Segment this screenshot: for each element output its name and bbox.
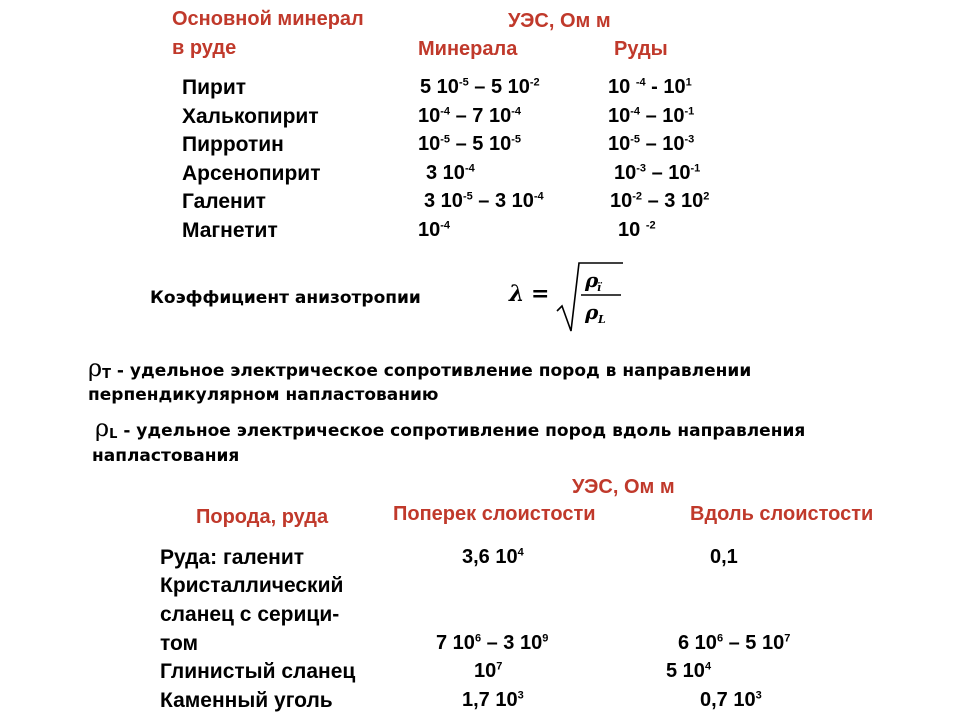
definition-rho-l [95,414,805,442]
table1-header-ore: Руды [614,38,668,60]
exponent: 3 [517,689,524,702]
table1-mineral-resistivity [426,162,475,185]
exponent: -4 [533,190,544,203]
formula-den-rho: ρ [585,300,599,324]
table2-rock-name: том [160,632,199,655]
table2-resistivity-along [710,546,738,569]
table1-header-mineral: Минерала [418,38,518,60]
table2-rock-name: Глинистый сланец [160,660,356,683]
formula-equals: = [531,281,550,307]
value-text: - 10 [645,76,686,98]
exponent: -5 [462,190,473,203]
table1-mineral-name: Пирротин [182,133,284,157]
table1-mineral-resistivity [418,219,450,242]
definition-rho-t [88,354,751,382]
anisotropy-formula [505,255,625,335]
formula-lambda: λ [509,281,525,307]
definition-rho-l-line2: напластования [92,446,240,466]
table1-mineral-name: Халькопирит [182,104,319,128]
table2-rock-name: Руда: галенит [160,546,305,569]
exponent: -3 [684,133,695,146]
table1-ore-resistivity [614,162,700,185]
exponent: -4 [630,104,641,117]
exponent: -4 [511,104,521,117]
table2-resistivity-along [678,632,790,655]
value-text: – 10 [640,104,685,127]
value-text: – 5 10 [723,632,785,654]
table2-header-rock: Порода, руда [196,506,329,528]
table1-ore-resistivity [608,133,694,156]
exponent: -5 [458,76,469,89]
value-text: 6 10 [678,632,717,654]
value-text: 10 [474,660,497,682]
table2-rock-name: Кристаллический [160,574,344,597]
rho-symbol: ρ [95,414,110,442]
value-text: – 10 [646,161,691,184]
rho-symbol: ρ [88,354,103,382]
value-text: – 3 10 [472,190,534,213]
value-text: 10 [608,104,631,127]
exponent: 7 [496,660,503,673]
table1-header-group: УЭС, Ом м [508,10,611,32]
exponent: 6 [474,632,482,645]
value-text: – 10 [640,133,685,156]
value-text: 1,7 10 [462,689,518,711]
exponent: -1 [684,104,695,117]
exponent: 6 [716,632,724,645]
anisotropy-label: Коэффициент анизотропии [150,288,421,308]
value-text: 10 [418,133,441,156]
table1-mineral-name: Галенит [182,190,266,214]
table1-mineral-resistivity [420,76,540,99]
value-text: 10 [608,76,636,98]
table1-mineral-name: Арсенопирит [182,161,321,185]
table2-header-across: Поперек слоистости [393,503,596,525]
table1-mineral-resistivity [424,190,544,213]
value-text: – 5 10 [468,76,530,98]
table2-rock-name: Каменный уголь [160,689,333,712]
table2-header-along: Вдоль слоистости [690,503,874,525]
exponent: -3 [636,162,647,175]
table1-ore-resistivity [608,76,692,99]
value-text: 7 10 [436,632,475,654]
value-text: 10 [608,133,631,156]
table2-resistivity-along [666,660,711,683]
value-text: 3 10 [424,190,463,213]
exponent: 4 [517,546,524,559]
value-text: – 3 10 [642,190,704,213]
table1-ore-resistivity [608,105,694,128]
value-text: 5 10 [420,76,459,98]
exponent: 4 [704,660,712,673]
value-text: 5 10 [666,660,705,682]
exponent: -2 [529,76,540,89]
table1-mineral-resistivity [418,133,521,156]
exponent: -4 [635,76,646,89]
exponent: -4 [440,219,451,232]
table1-header-col1-line2: в руде [172,37,237,59]
table1-ore-resistivity [610,190,709,213]
value-text: 10 [614,161,637,184]
exponent: -5 [630,133,641,146]
value-text: 10 [610,190,633,213]
table2-resistivity-across [436,632,548,655]
definition-rho-t-line1: - удельное электрическое сопротивление пород в направлении [110,361,752,381]
formula-den-sub: L [598,313,606,326]
table1-header-col1-line1: Основной минерал [172,8,364,30]
table2-header-group: УЭС, Ом м [572,476,675,498]
value-text: – 3 10 [481,632,543,654]
rho-sub-t: T [102,366,111,382]
exponent: -5 [440,133,451,146]
definition-rho-l-line1: - удельное электрическое сопротивление пород вдоль направления [117,421,806,441]
table1-mineral-name: Пирит [182,76,247,99]
formula-num-rho: ρ [585,268,599,292]
table1-mineral-name: Магнетит [182,219,278,242]
exponent: -2 [645,219,656,232]
value-text: 3 10 [426,161,465,184]
exponent: -4 [464,162,475,175]
value-text: 10 [418,219,441,241]
table2-resistivity-across [462,546,524,569]
table1-ore-resistivity [618,219,656,242]
exponent: -1 [690,162,701,175]
exponent: -4 [440,104,451,117]
exponent: 7 [784,632,791,645]
exponent: -5 [511,133,521,146]
table2-resistivity-across [474,660,502,683]
value-text: 0,1 [710,546,738,568]
table1-mineral-resistivity [418,105,521,128]
value-text: – 5 10 [450,133,512,156]
table2-resistivity-across [462,689,524,712]
value-text: 0,7 10 [700,689,756,711]
exponent: 3 [755,689,762,702]
value-text: 10 [418,104,441,127]
table2-resistivity-along [700,689,762,712]
exponent: 2 [703,190,710,203]
value-text: 10 [618,219,646,241]
definition-rho-t-line2: перпендикулярном напластованию [88,385,439,405]
value-text: 3,6 10 [462,546,518,568]
exponent: -2 [632,190,643,203]
rho-sub-l: L [109,426,118,442]
exponent: 1 [685,76,692,89]
formula-num-sub: ï [597,281,602,294]
value-text: – 7 10 [450,104,512,127]
exponent: 9 [542,632,549,645]
table2-rock-name: сланец с серици- [160,603,340,626]
